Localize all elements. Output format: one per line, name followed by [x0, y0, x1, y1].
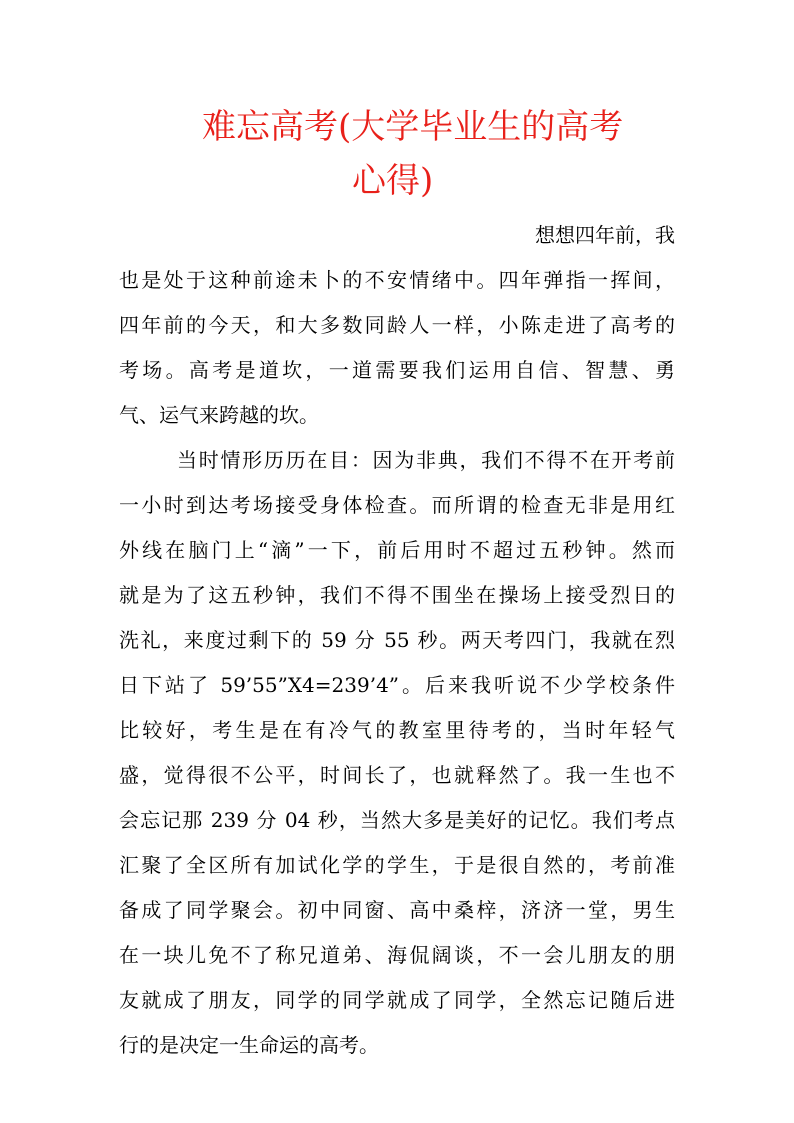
- text-line: 当时情形历历在目：因为非典，我们不得不在开考前: [177, 448, 675, 472]
- text-line: 也是处于这种前途未卜的不安情绪中。四年弹指一挥间，: [119, 268, 675, 292]
- text-line: 在一块儿免不了称兄道弟、海侃阔谈，不一会儿朋友的朋: [119, 943, 675, 967]
- text-line: 气、运气来跨越的坎。: [119, 403, 319, 427]
- document-body: [119, 213, 675, 1068]
- document-title: [120, 100, 680, 208]
- text-line: 想想四年前，我: [535, 223, 675, 247]
- text-line: 日下站了 59’55”X4=239’4”。后来我听说不少学校条件: [119, 673, 675, 697]
- title-line-1: 难忘高考(大学毕业生的高考: [202, 107, 624, 147]
- paragraph-1: [119, 213, 675, 438]
- text-line: 盛，觉得很不公平，时间长了，也就释然了。我一生也不: [119, 763, 675, 787]
- text-line: 备成了同学聚会。初中同窗、高中桑梓，济济一堂，男生: [119, 898, 675, 922]
- text-line: 汇聚了全区所有加试化学的学生，于是很自然的，考前准: [119, 853, 675, 877]
- text-line: 友就成了朋友，同学的同学就成了同学，全然忘记随后进: [119, 988, 675, 1012]
- text-line: 会忘记那 239 分 04 秒，当然大多是美好的记忆。我们考点: [119, 808, 675, 832]
- text-line: 比较好，考生是在有冷气的教室里待考的，当时年轻气: [119, 718, 675, 742]
- text-line: 外线在脑门上“滴”一下，前后用时不超过五秒钟。然而: [119, 538, 675, 562]
- paragraph-2: [119, 438, 675, 1068]
- title-line-2: 心得): [352, 161, 434, 201]
- text-line: 考场。高考是道坎，一道需要我们运用自信、智慧、勇: [119, 358, 675, 382]
- text-line: 一小时到达考场接受身体检查。而所谓的检查无非是用红: [119, 493, 675, 517]
- text-line: 行的是决定一生命运的高考。: [119, 1033, 379, 1057]
- text-line: 洗礼，来度过剩下的 59 分 55 秒。两天考四门，我就在烈: [119, 628, 675, 652]
- text-line: 就是为了这五秒钟，我们不得不围坐在操场上接受烈日的: [119, 583, 675, 607]
- text-line: 四年前的今天，和大多数同龄人一样，小陈走进了高考的: [119, 313, 675, 337]
